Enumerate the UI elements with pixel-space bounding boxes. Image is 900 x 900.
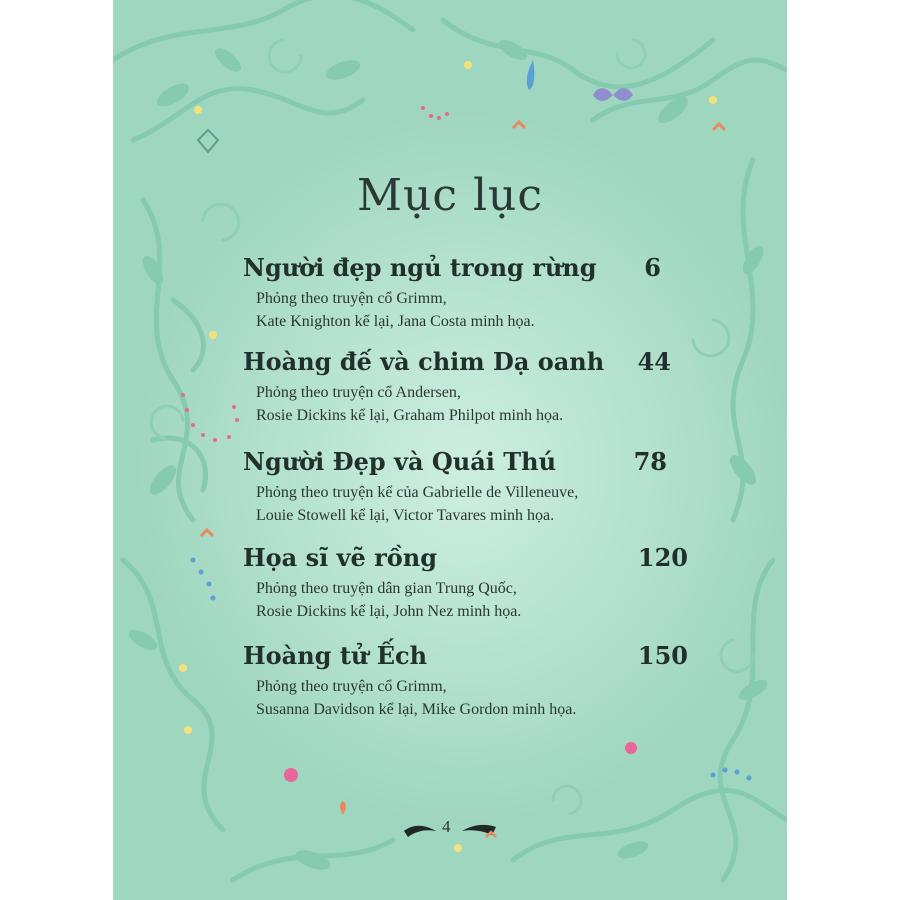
toc-entry-credits: Rosie Dickins kể lại, Graham Philpot minh họa. bbox=[256, 407, 564, 424]
toc-entry-title: Người đẹp ngủ trong rừng bbox=[243, 253, 597, 282]
book-page bbox=[113, 0, 787, 900]
toc-entry-page: 150 bbox=[637, 641, 688, 670]
toc-entry-credits: Louie Stowell kể lại, Victor Tavares minh họa. bbox=[256, 507, 555, 524]
page-footer bbox=[400, 815, 500, 845]
toc-entry bbox=[243, 543, 693, 623]
page-title: Mục lục bbox=[356, 170, 544, 221]
toc-entry-page: 120 bbox=[637, 543, 688, 572]
toc-entry-source: Phỏng theo truyện cổ Grimm, bbox=[256, 290, 447, 307]
toc-entry-title: Họa sĩ vẽ rồng bbox=[243, 543, 438, 572]
toc-entry-credits: Kate Knighton kể lại, Jana Costa minh họa. bbox=[256, 313, 535, 330]
toc-entry-page: 78 bbox=[633, 447, 667, 476]
toc-entry-title: Hoàng tử Ếch bbox=[243, 641, 428, 670]
toc-entry-title: Người Đẹp và Quái Thú bbox=[243, 447, 557, 476]
toc-entry bbox=[243, 447, 693, 527]
toc-entry-page: 6 bbox=[644, 253, 661, 282]
toc-entry-credits: Susanna Davidson kể lại, Mike Gordon minh họa. bbox=[256, 701, 577, 718]
toc-entry-credits: Rosie Dickins kể lại, John Nez minh họa. bbox=[256, 603, 522, 620]
toc-entry-source: Phỏng theo truyện dân gian Trung Quốc, bbox=[256, 580, 517, 597]
toc-entry bbox=[243, 253, 693, 333]
toc-entry bbox=[243, 641, 693, 721]
toc-entry-source: Phỏng theo truyện cổ Andersen, bbox=[256, 384, 461, 401]
toc-entry-source: Phỏng theo truyện cổ Grimm, bbox=[256, 678, 447, 695]
toc-entry-title: Hoàng đế và chim Dạ oanh bbox=[243, 347, 605, 376]
toc-entry-page: 44 bbox=[637, 347, 671, 376]
toc-entry bbox=[243, 347, 693, 427]
toc-entry-source: Phỏng theo truyện kể của Gabrielle de Villeneuve, bbox=[256, 484, 579, 501]
page-number: 4 bbox=[442, 817, 451, 836]
